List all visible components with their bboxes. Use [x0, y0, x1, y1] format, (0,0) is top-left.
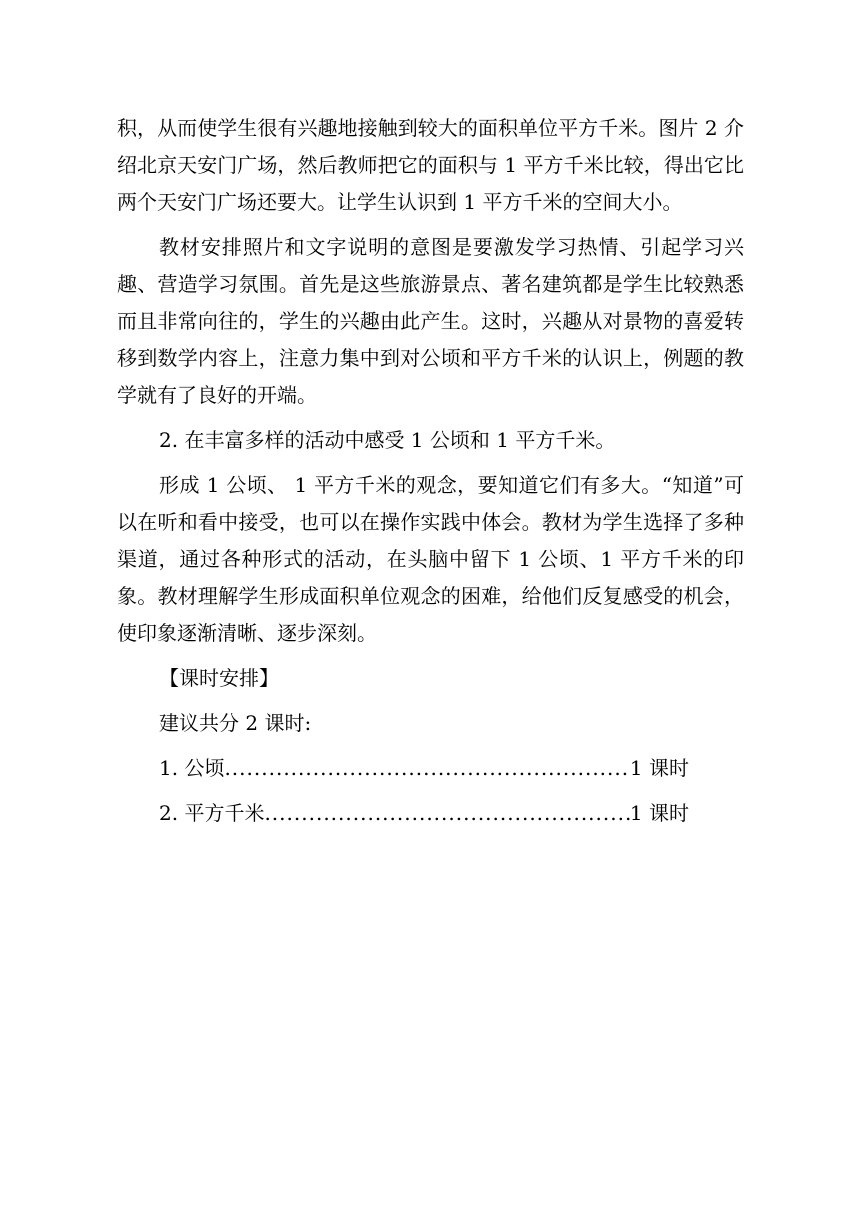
paragraph-schedule-intro: 建议共分 2 课时: — [159, 711, 312, 735]
schedule-item-hours: 1 课时 — [629, 801, 689, 825]
schedule-item-hours: 1 课时 — [629, 756, 689, 780]
leader-dots — [264, 795, 629, 832]
schedule-item — [159, 750, 689, 787]
schedule-item — [159, 795, 689, 832]
section-heading-schedule: 【课时安排】 — [159, 666, 279, 690]
leader-dots — [224, 750, 629, 787]
paragraph-textbook-intent: 教材安排照片和文字说明的意图是要激发学习热情、引起学习兴趣、营造学习氛围。首先是这些旅游景点、著名建筑都是学生比较熟悉而且非常向往的，学生的兴趣由此产生。这时，兴趣从对景物的喜爱转移到数学内容上，注意力集中到对公顷和平方千米的认识上，例题的教学就有了良好的开端。 — [117, 235, 744, 407]
schedule-item-label: 1. 公顷 — [159, 756, 225, 780]
document-body — [117, 110, 744, 840]
paragraph-forming-concepts: 形成 1 公顷、 1 平方千米的观念，要知道它们有多大。“知道”可以在听和看中接受，也可以在操作实践中体会。教材为学生选择了多种渠道，通过各种形式的活动，在头脑中留下 1 公顷、1 平方千米的印象。教材理解学生形成面积单位观念的困难，给他们反复感受的机会，使印象逐渐清晰、逐步深刻。 — [117, 473, 744, 645]
paragraph-intro: 积，从而使学生很有兴趣地接触到较大的面积单位平方千米。图片 2 介绍北京天安门广场，然后教师把它的面积与 1 平方千米比较，得出它比两个天安门广场还要大。让学生认识到 1 平方千米的空间大小。 — [117, 116, 744, 214]
section-heading-activities: 2. 在丰富多样的活动中感受 1 公顷和 1 平方千米。 — [159, 428, 616, 452]
schedule-item-label: 2. 平方千米 — [159, 801, 265, 825]
